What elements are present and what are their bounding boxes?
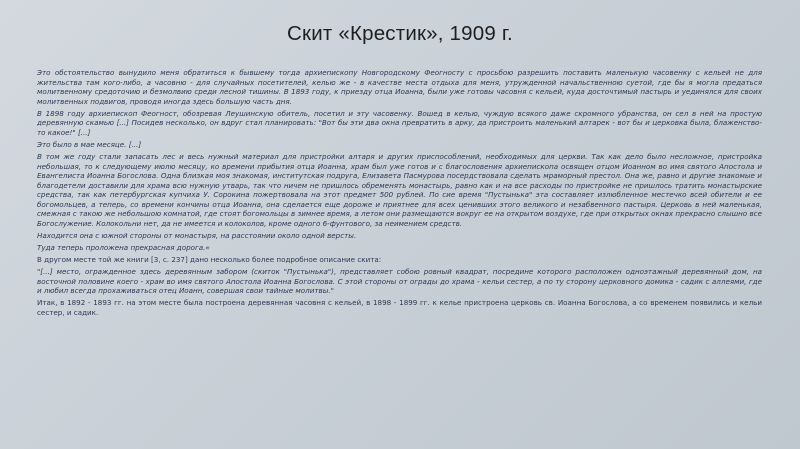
slide-body xyxy=(37,68,762,320)
paragraph-8: "[...] место, огражденное здесь деревянным забором (скиток "Пустынька"), представляет собою ровный квадрат, посредине которого расположен одноэтажный деревянный дом, на восточной половине коего - храм во имя святого Апостола Иоанна Богослова. С этой стороны от ограды до храма - кельи сестер, а по ту сторону церковного домика - садик с аллеями, где и любил всегда прохаживаться отец Иоанн, совершая свои тайные молитвы." xyxy=(37,267,762,296)
paragraph-3: Это было в мае месяце. [...] xyxy=(37,139,142,149)
paragraph-5: Находится она с южной стороны от монастыря, на расстоянии около одной версты. xyxy=(37,231,357,241)
paragraph-7: В другом месте той же книги [3, с. 237] дано несколько более подробное описание скита: xyxy=(37,255,382,265)
paragraph-2: В 1898 году архиепископ Феогност, обозревая Леушинскую обитель, посетил и эту часовенку. Вошед в келью, чуждую всякого даже скромного убранства, он сел в ней на простую деревянную скамью [...] Посидев несколько, он вдруг стал планировать: "Вот бы эти два окна превратить в арку, да пристроить маленький алтарек - вот бы и церковка была, блаженство-то какое!" [...] xyxy=(37,108,762,137)
paragraph-9: Итак, в 1892 - 1893 гг. на этом месте была построена деревянная часовня с кельей, в 1898 - 1899 гг. к келье пристроена церковь св. Иоанна Богослова, а со временем появились и кельи сестер, и садик. xyxy=(37,298,762,317)
paragraph-6: Туда теперь проложена прекрасная дорога.« xyxy=(37,243,210,253)
paragraph-1: Это обстоятельство вынудило меня обратиться к бывшему тогда архиепископу Новгородскому Феогносту с просьбою разрешить поставить маленькую часовенку с кельей не для жительства там кого-либо, а часовню - для случайных посетителей, келью же - в качестве места отдыха для меня, утружденной начальственною суетой, где бы я могла предаться молитвенному средоточию и безмолвию среди лесной тишины. В 1893 году, к приезду отца Иоанна, были уже готовы часовня с кельей, куда досточтимый пастырь и уединялся для своих молитвенных подвигов, проводя иногда здесь большую часть дня. xyxy=(37,68,762,106)
paragraph-4: В том же году стали запасать лес и весь нужный материал для пристройки алтаря и других приспособлений, необходимых для церкви. Так как дело было несложное, пристройка небольшая, то к следующему июлю месяцу, ко времени прибытия отца Иоанна, храм был уже готов и с благословения архиепископа освящен отцом Иоанном во имя святого Апостола и Евангелиста Иоанна Богослова. Одна близкая моя знакомая, институтская подруга, Елизавета Пасмурова посердствовала сделать мраморный престол. Она же, равно и другие знакомые и благодетели доставили для храма всю нужную утварь, так что ничем не пришлось обременять монастырь, равно как и на все расходы по пристройке не пришлось тратить монастырские средства, так как петербургская купчиха У. Сорокина пожертвовала на этот предмет 500 рублей. По сие время "Пустынька" эта составляет излюбленное местечко всей обители и ее богомольцев, а теперь, со времени кончины отца Иоанна, она сделается еще дороже и приятнее для всех ценивших этого великого и незабвенного пастыря. Церковь в ней маленькая, смежная с такою же небольшою комнатой, где стоят богомольцы в зимнее время, а летом они размещаются вокруг ее на открытом воздухе, где при открытых окнах прекрасно слышно все Богослужение. Колокольни нет, да не имеется и колоколов, кроме одного 6-фунтового, за неимением средств. xyxy=(37,151,762,229)
slide-title: Скит «Крестик», 1909 г. xyxy=(287,22,513,45)
